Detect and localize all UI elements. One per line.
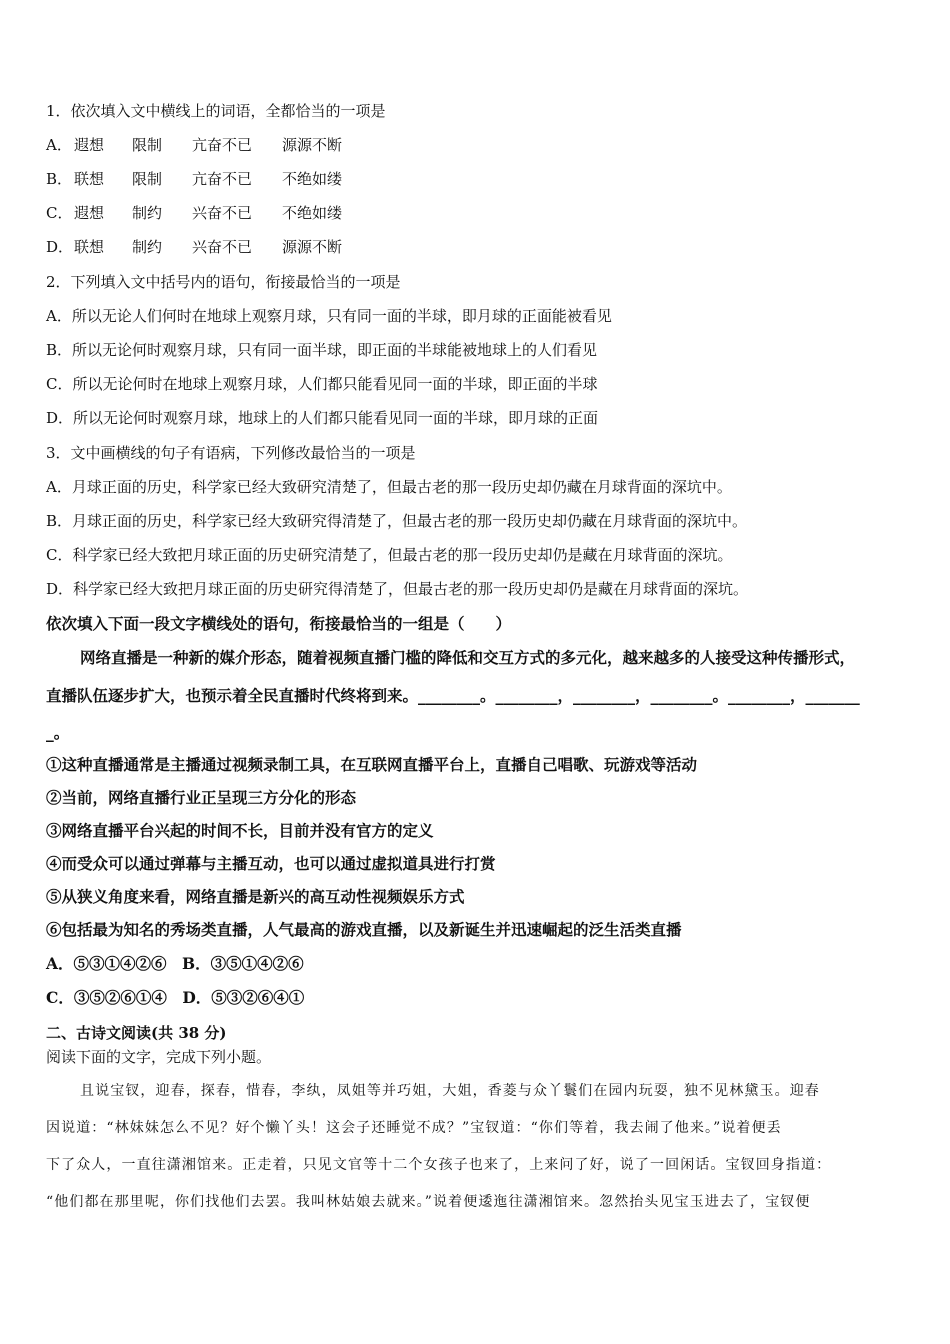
q3-stem: 3．文中画横线的句子有语病，下列修改最恰当的一项是 [46, 444, 416, 462]
q2-option-a: A．所以无论人们何时在地球上观察月球，只有同一面的半球，即月球的正面能被看见 [46, 307, 612, 325]
option-label: B． [46, 170, 73, 188]
q4-item-1: ①这种直播通常是主播通过视频录制工具，在互联网直播平台上，直播自己唱歌、玩游戏等活动 [46, 755, 698, 774]
option-word: 限制 [132, 136, 163, 154]
option-word: 不绝如缕 [282, 170, 343, 188]
q2-option-b: B．所以无论何时观察月球，只有同一面半球，即正面的半球能被地球上的人们看见 [46, 341, 598, 359]
option-word: 源源不断 [282, 136, 343, 154]
option-word: 限制 [132, 170, 163, 188]
q4-item-5: ⑤从狭义角度来看，网络直播是新兴的高互动性视频娱乐方式 [46, 887, 465, 906]
q3-option-a: A．月球正面的历史，科学家已经大致研究清楚了，但最古老的那一段历史却仍藏在月球背面的深坑中。 [46, 478, 732, 496]
option-label: D． [46, 238, 74, 256]
option-word: 遐想 [74, 136, 105, 154]
passage-line-4: “他们都在那里呢，你们找他们去罢。我叫林姑娘去就来。”说着便逶迤往潇湘馆来。忽然抬头见宝玉进去了，宝钗便 [46, 1194, 811, 1210]
option-word: 兴奋不已 [192, 238, 253, 256]
q1-option-d [46, 237, 342, 257]
passage-line-2: 因说道：“林妹妹怎么不见？好个懒丫头！这会子还睡觉不成？”宝钗道：“你们等着，我去闹了他来。”说着便丢 [46, 1120, 782, 1136]
option-word: 遐想 [74, 204, 105, 222]
q1-option-a [46, 135, 342, 155]
q2-option-d: D．所以无论何时观察月球，地球上的人们都只能看见同一面的半球，即月球的正面 [46, 409, 599, 427]
option-label: C． [46, 204, 73, 222]
q2-option-c: C．所以无论何时在地球上观察月球，人们都只能看见同一面的半球，即正面的半球 [46, 375, 598, 393]
q4-stem: 依次填入下面一段文字横线处的语句，衔接最恰当的一组是（ ） [46, 614, 512, 633]
option-word: 亢奋不已 [192, 136, 253, 154]
option-word: 兴奋不已 [192, 204, 253, 222]
q4-paragraph-line-3: _。 [46, 723, 70, 742]
q1-option-c [46, 203, 342, 223]
q1-stem: 1．依次填入文中横线上的词语，全都恰当的一项是 [46, 102, 386, 120]
option-word: 制约 [132, 238, 163, 256]
q4-item-2: ②当前，网络直播行业正呈现三方分化的形态 [46, 788, 357, 807]
q1-option-b [46, 169, 342, 189]
option-word: 联想 [74, 170, 105, 188]
passage-line-1: 且说宝钗，迎春，探春，惜春，李纨，凤姐等并巧姐，大姐，香菱与众丫鬟们在园内玩耍，独不见林黛玉。迎春 [80, 1083, 820, 1099]
option-word: 亢奋不已 [192, 170, 253, 188]
option-word: 联想 [74, 238, 105, 256]
q3-option-c: C．科学家已经大致把月球正面的历史研究清楚了，但最古老的那一段历史却仍是藏在月球背面的深坑。 [46, 546, 733, 564]
section-instruction: 阅读下面的文字，完成下列小题。 [46, 1048, 272, 1066]
passage-line-3: 下了众人，一直往潇湘馆来。正走着，只见文官等十二个女孩子也来了，上来问了好，说了一回闲话。宝钗回身指道： [46, 1157, 832, 1173]
option-label: A． [46, 136, 72, 154]
q3-option-d: D．科学家已经大致把月球正面的历史研究得清楚了，但最古老的那一段历史却仍是藏在月球背面的深坑。 [46, 580, 749, 598]
option-word: 源源不断 [282, 238, 343, 256]
q4-choices-row-2: C．③⑤②⑥①④ D．⑤③②⑥④① [46, 988, 305, 1007]
q4-paragraph-line-2: 直播队伍逐步扩大，也预示着全民直播时代终将到来。________。________，________，________。________，_______ [46, 686, 860, 705]
option-word: 制约 [132, 204, 163, 222]
q4-item-6: ⑥包括最为知名的秀场类直播，人气最高的游戏直播，以及新诞生并迅速崛起的泛生活类直播 [46, 920, 682, 939]
q4-item-4: ④而受众可以通过弹幕与主播互动，也可以通过虚拟道具进行打赏 [46, 854, 496, 873]
q4-paragraph-line-1: 网络直播是一种新的媒介形态，随着视频直播门槛的降低和交互方式的多元化，越来越多的人接受这种传播形式， [80, 648, 856, 667]
q3-option-b: B．月球正面的历史，科学家已经大致研究得清楚了，但最古老的那一段历史却仍藏在月球背面的深坑中。 [46, 512, 748, 530]
section-title: 二、古诗文阅读(共 38 分) [46, 1024, 227, 1042]
option-word: 不绝如缕 [282, 204, 343, 222]
q2-stem: 2．下列填入文中括号内的语句，衔接最恰当的一项是 [46, 273, 401, 291]
q4-choices-row-1: A．⑤③①④②⑥ B．③⑤①④②⑥ [46, 954, 304, 973]
q4-item-3: ③网络直播平台兴起的时间不长，目前并没有官方的定义 [46, 821, 434, 840]
